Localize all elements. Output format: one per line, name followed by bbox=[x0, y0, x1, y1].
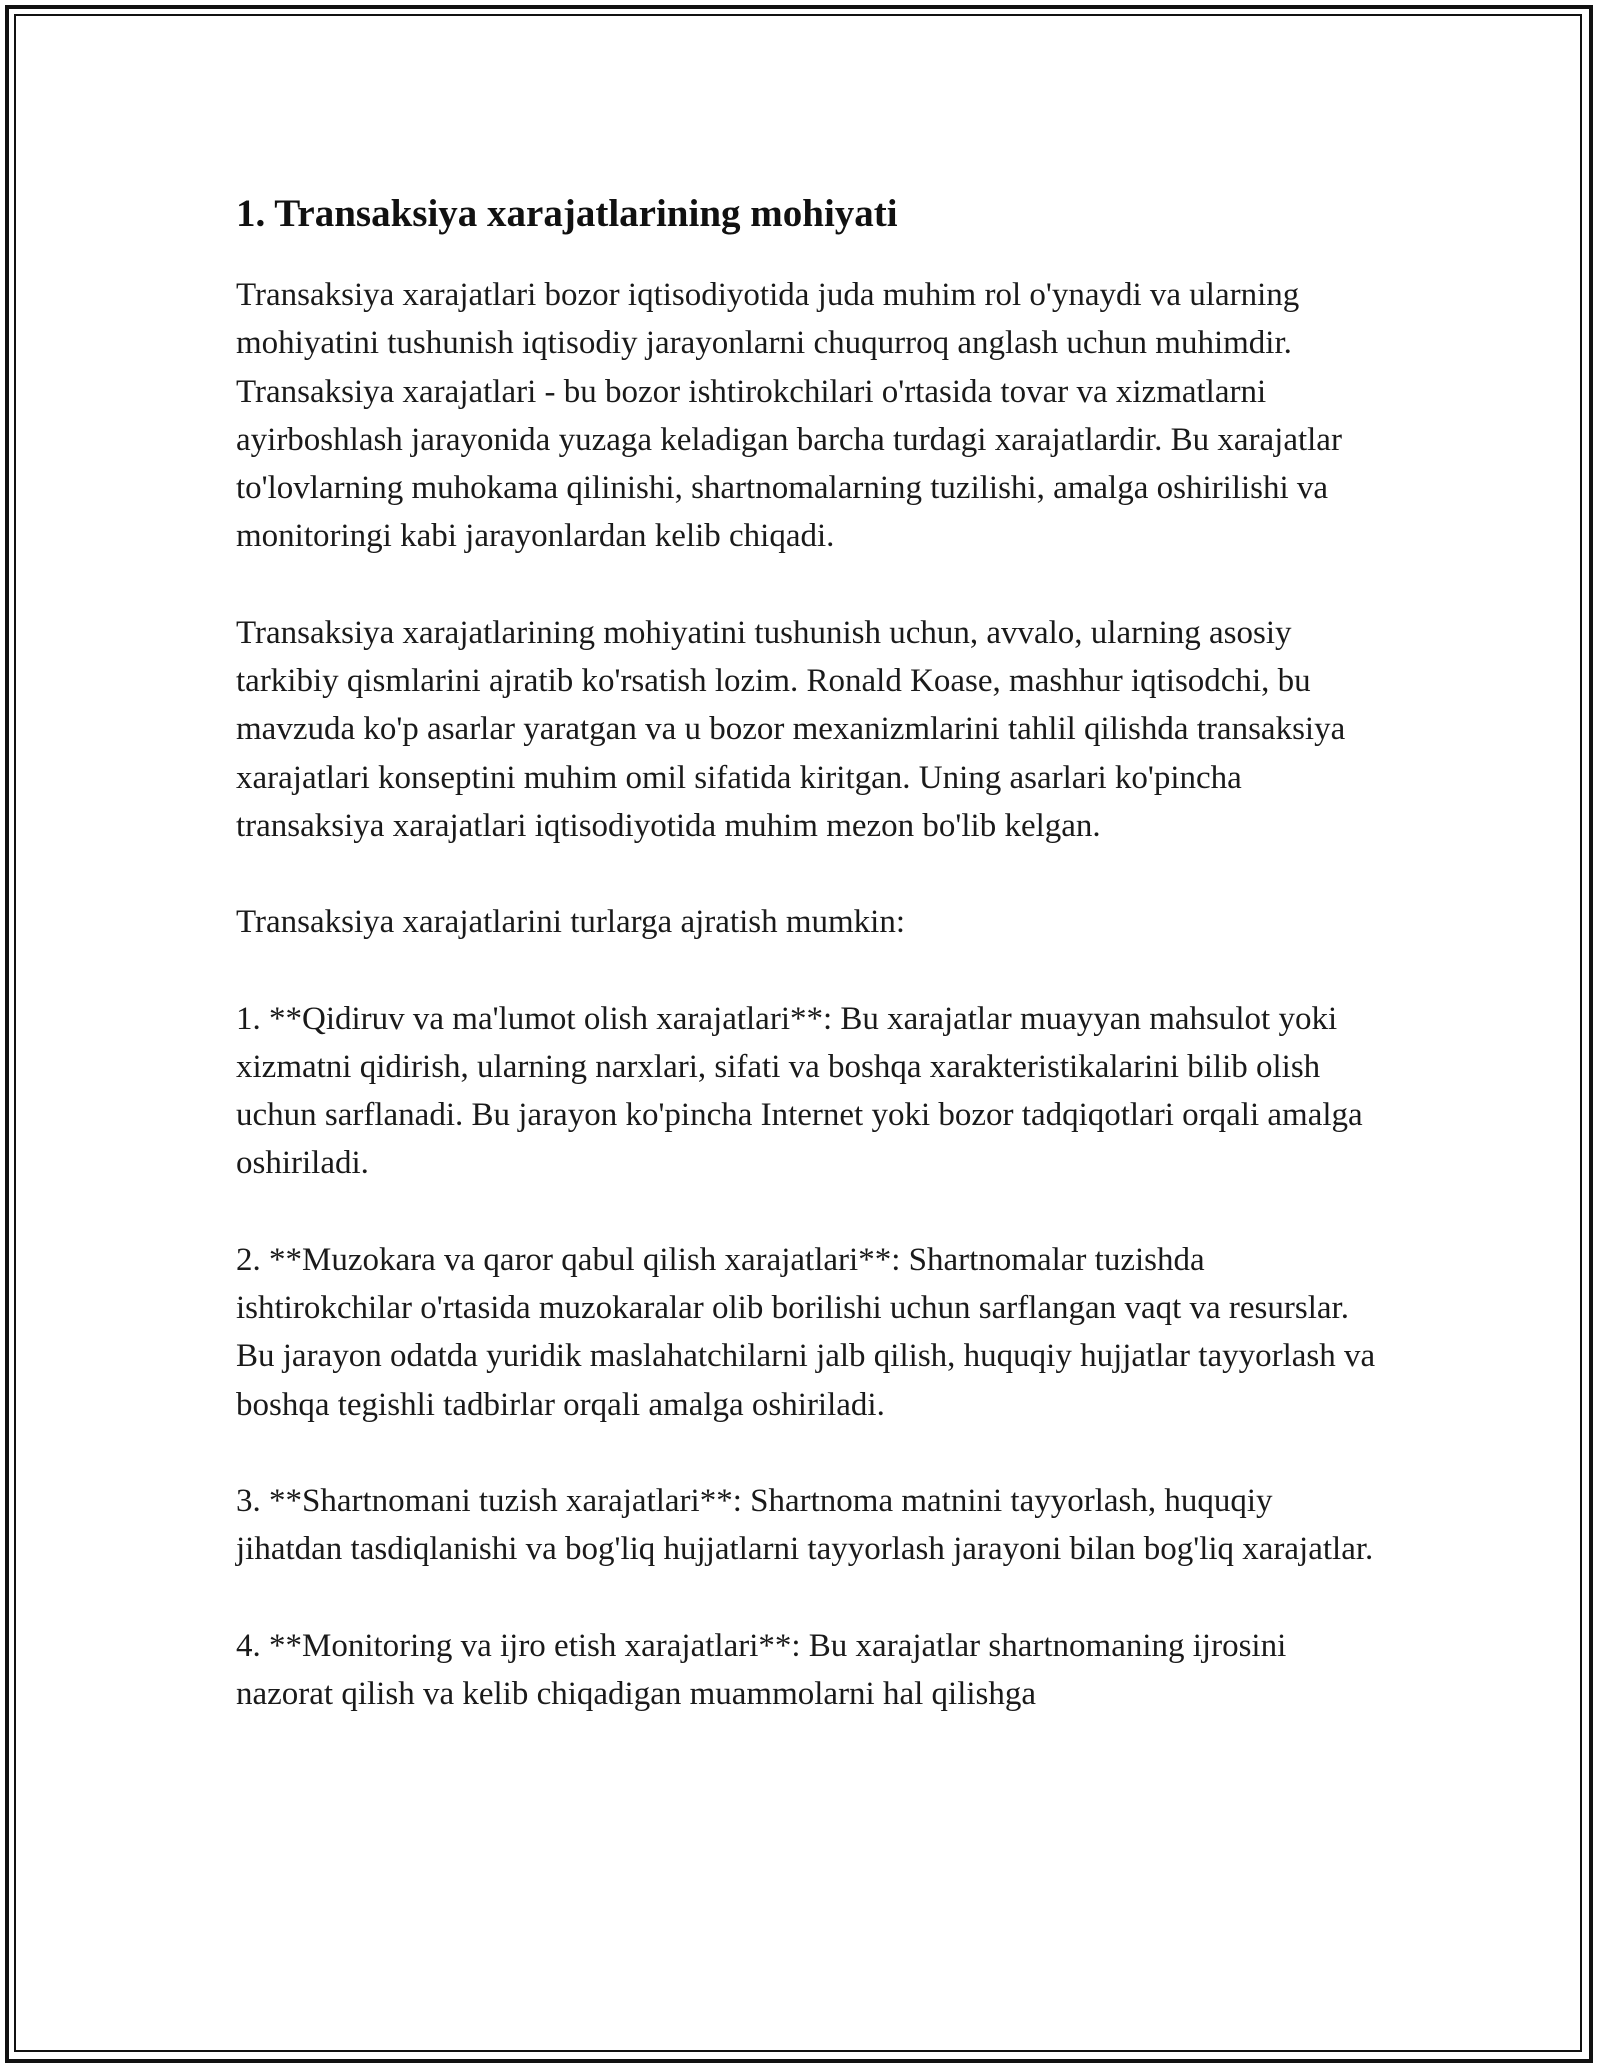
document-body bbox=[236, 185, 1386, 1766]
list-item-monitoring-costs: 4. **Monitoring va ijro etish xarajatlari**: Bu xarajatlar shartnomaning ijrosini nazorat qilish va kelib chiqadigan muammolarni hal qilishga bbox=[236, 1627, 1287, 1712]
paragraph-types-intro: Transaksiya xarajatlarini turlarga ajratish mumkin: bbox=[236, 904, 906, 941]
list-item-contract-costs: 3. **Shartnomani tuzish xarajatlari**: Shartnoma matnini tayyorlash, huquqiy jihatdan tasdiqlanishi va bog'liq hujjatlarni tayyorlash jarayoni bilan bog'liq xarajatlar. bbox=[236, 1482, 1374, 1568]
paragraph-intro: Transaksiya xarajatlari bozor iqtisodiyotida juda muhim rol o'ynaydi va ularning mohiyatini tushunish iqtisodiy jarayonlarni chuqurroq anglash uchun muhimdir. Transaksiya xarajatlari - bu bozor ishtirokchilari o'rtasida tovar va xizmatlarni ayirboshlash jarayonida yuzaga keladigan barcha turdagi xarajatlardir. Bu xarajatlar to'lovlarning muhokama qilinishi, shartnomalarning tuzilishi, amalga oshirilishi va monitoringi kabi jarayonlardan kelib chiqadi. bbox=[236, 277, 1342, 555]
list-item-search-costs: 1. **Qidiruv va ma'lumot olish xarajatlari**: Bu xarajatlar muayyan mahsulot yoki xizmatni qidirish, ularning narxlari, sifati va boshqa xarakteristikalarini bilib olish uchun sarflanadi. Bu jarayon ko'pincha Internet yoki bozor tadqiqotlari orqali amalga oshiriladi. bbox=[236, 1000, 1363, 1182]
paragraph-coase: Transaksiya xarajatlarining mohiyatini tushunish uchun, avvalo, ularning asosiy tarkibiy qismlarini ajratib ko'rsatish lozim. Ronald Koase, mashhur iqtisodchi, bu mavzuda ko'p asarlar yaratgan va u bozor mexanizmlarini tahlil qilishda transaksiya xarajatlari konseptini muhim omil sifatida kiritgan. Uning asarlari ko'pincha transaksiya xarajatlari iqtisodiyotida muhim mezon bo'lib kelgan. bbox=[236, 614, 1346, 844]
list-item-negotiation-costs: 2. **Muzokara va qaror qabul qilish xarajatlari**: Shartnomalar tuzishda ishtirokchilar o'rtasida muzokaralar olib borilishi uchun sarflangan vaqt va resurslar. Bu jarayon odatda yuridik maslahatchilarni jalb qilish, huquqiy hujjatlar tayyorlash va boshqa tegishli tadbirlar orqali amalga oshiriladi. bbox=[236, 1241, 1376, 1423]
section-heading: 1. Transaksiya xarajatlarining mohiyati bbox=[236, 192, 898, 235]
